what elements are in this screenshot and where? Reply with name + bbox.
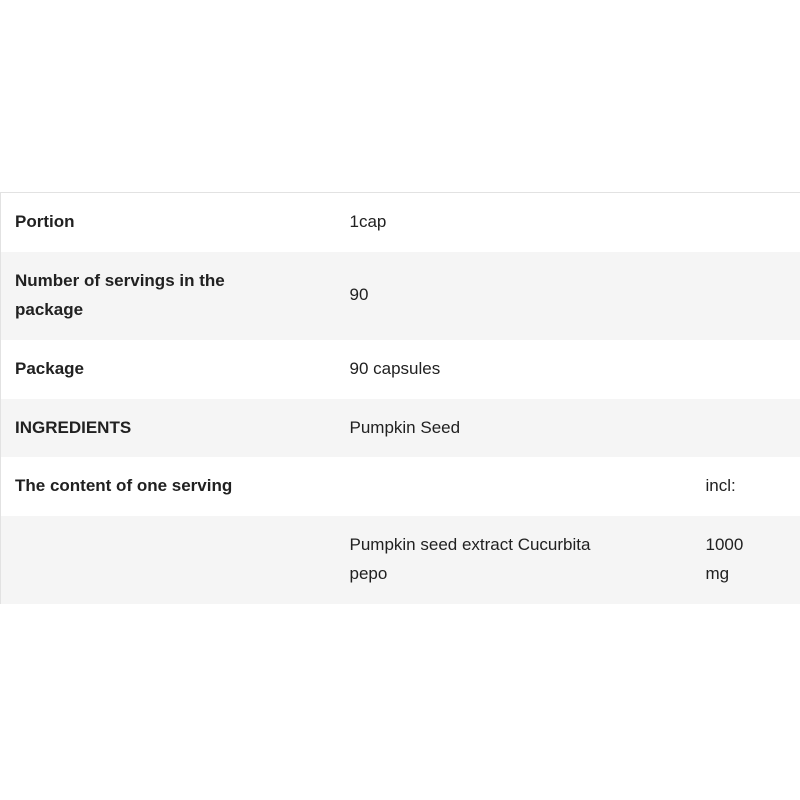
row-extra: 1000 mg [705, 535, 744, 584]
row-value [336, 457, 692, 516]
row-value: 90 [349, 285, 369, 305]
row-value: 1cap [349, 212, 387, 231]
row-label: INGREDIENTS [15, 417, 132, 437]
row-extra [692, 193, 800, 252]
row-label: Portion [15, 212, 75, 231]
row-value: Pumpkin Seed [349, 417, 461, 437]
table-row-ingredients [1, 399, 800, 458]
row-value: Pumpkin seed extract Cucurbita pepo [349, 535, 591, 584]
table-row-package [1, 340, 800, 399]
row-extra [692, 340, 800, 399]
row-label: Package [15, 358, 84, 378]
table-row-servings [1, 252, 800, 340]
row-label [1, 516, 336, 604]
row-extra [692, 252, 800, 340]
table-row-pumpkin-extract [1, 516, 800, 604]
row-label: The content of one serving [15, 476, 233, 496]
row-value: 90 capsules [349, 358, 441, 378]
table-row-serving-content [1, 457, 800, 516]
row-label: Number of servings in the package [15, 270, 225, 319]
supplement-facts-table [0, 192, 800, 604]
table-row-portion [1, 193, 800, 252]
row-extra: incl: [705, 476, 736, 496]
row-extra [692, 399, 800, 458]
